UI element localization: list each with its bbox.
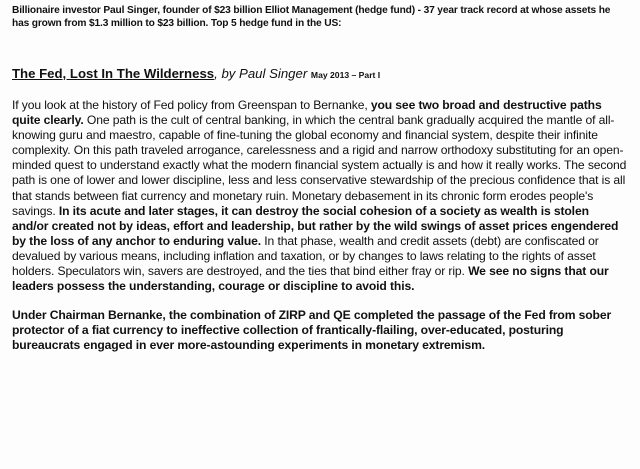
text-run-bold: you see two broad and destructive paths quite clearly. — [12, 98, 602, 128]
article-heading — [12, 66, 630, 83]
article-date: May 2013 – Part I — [310, 70, 381, 80]
paragraph-1 — [12, 98, 628, 294]
text-run: One path is the cult of central banking, in which the central bank gradually acquired the mantle of all-knowing guru and maestro, capable of fine-tuning the global economy and financial system, despite their infinite complexity. On this path traveled arrogance, carelessness and a rigid and narrow orthodoxy substituting for an open-minded quest to understand exactly what the modern financial system actually is and how it really works. The second path is one of lower and lower discipline, less and less conservative stewardship of the precious confidence that is all that stands between fiat currency and monetary ruin. Monetary debasement in its chronic form erodes people's savings. — [12, 113, 627, 218]
text-run: If you look at the history of Fed policy from Greenspan to Bernanke, — [12, 98, 371, 112]
text-run: In that phase, wealth and credit assets (debt) are confiscated or devalued by various means, including inflation and taxation, or by changes to laws relating to the rights of asset holders. Speculators win, savers are destroyed, and the ties that bind either fray or rip. — [12, 233, 599, 279]
text-run-bold: In its acute and later stages, it can destroy the social cohesion of a society as wealth is stolen and/or created not by ideas, effort and leadership, but rather by the wild swings of asset prices engendered by the loss of any anchor to enduring value. — [12, 203, 619, 248]
article-byline: , by Paul Singer — [214, 66, 308, 81]
article-title: The Fed, Lost In The Wilderness — [12, 66, 215, 81]
paragraph-2: Under Chairman Bernanke, the combination of ZIRP and QE completed the passage of the Fed from sober protector of a fiat currency to ineffective collection of frantically-flailing, over-educated, posturing bureaucrats engaged in ever more-astounding experiments in monetary extremism. — [12, 308, 612, 353]
text-run-bold: We see no signs that our leaders possess the understanding, courage or discipline to avoid this. — [12, 264, 609, 294]
intro-text: Billionaire investor Paul Singer, founder of $23 billion Elliot Management (hedge fund) - 37 year track record at whose assets he has grown from $1.3 million to $23 billion. Top 5 hedge fund in the US: — [12, 5, 611, 29]
